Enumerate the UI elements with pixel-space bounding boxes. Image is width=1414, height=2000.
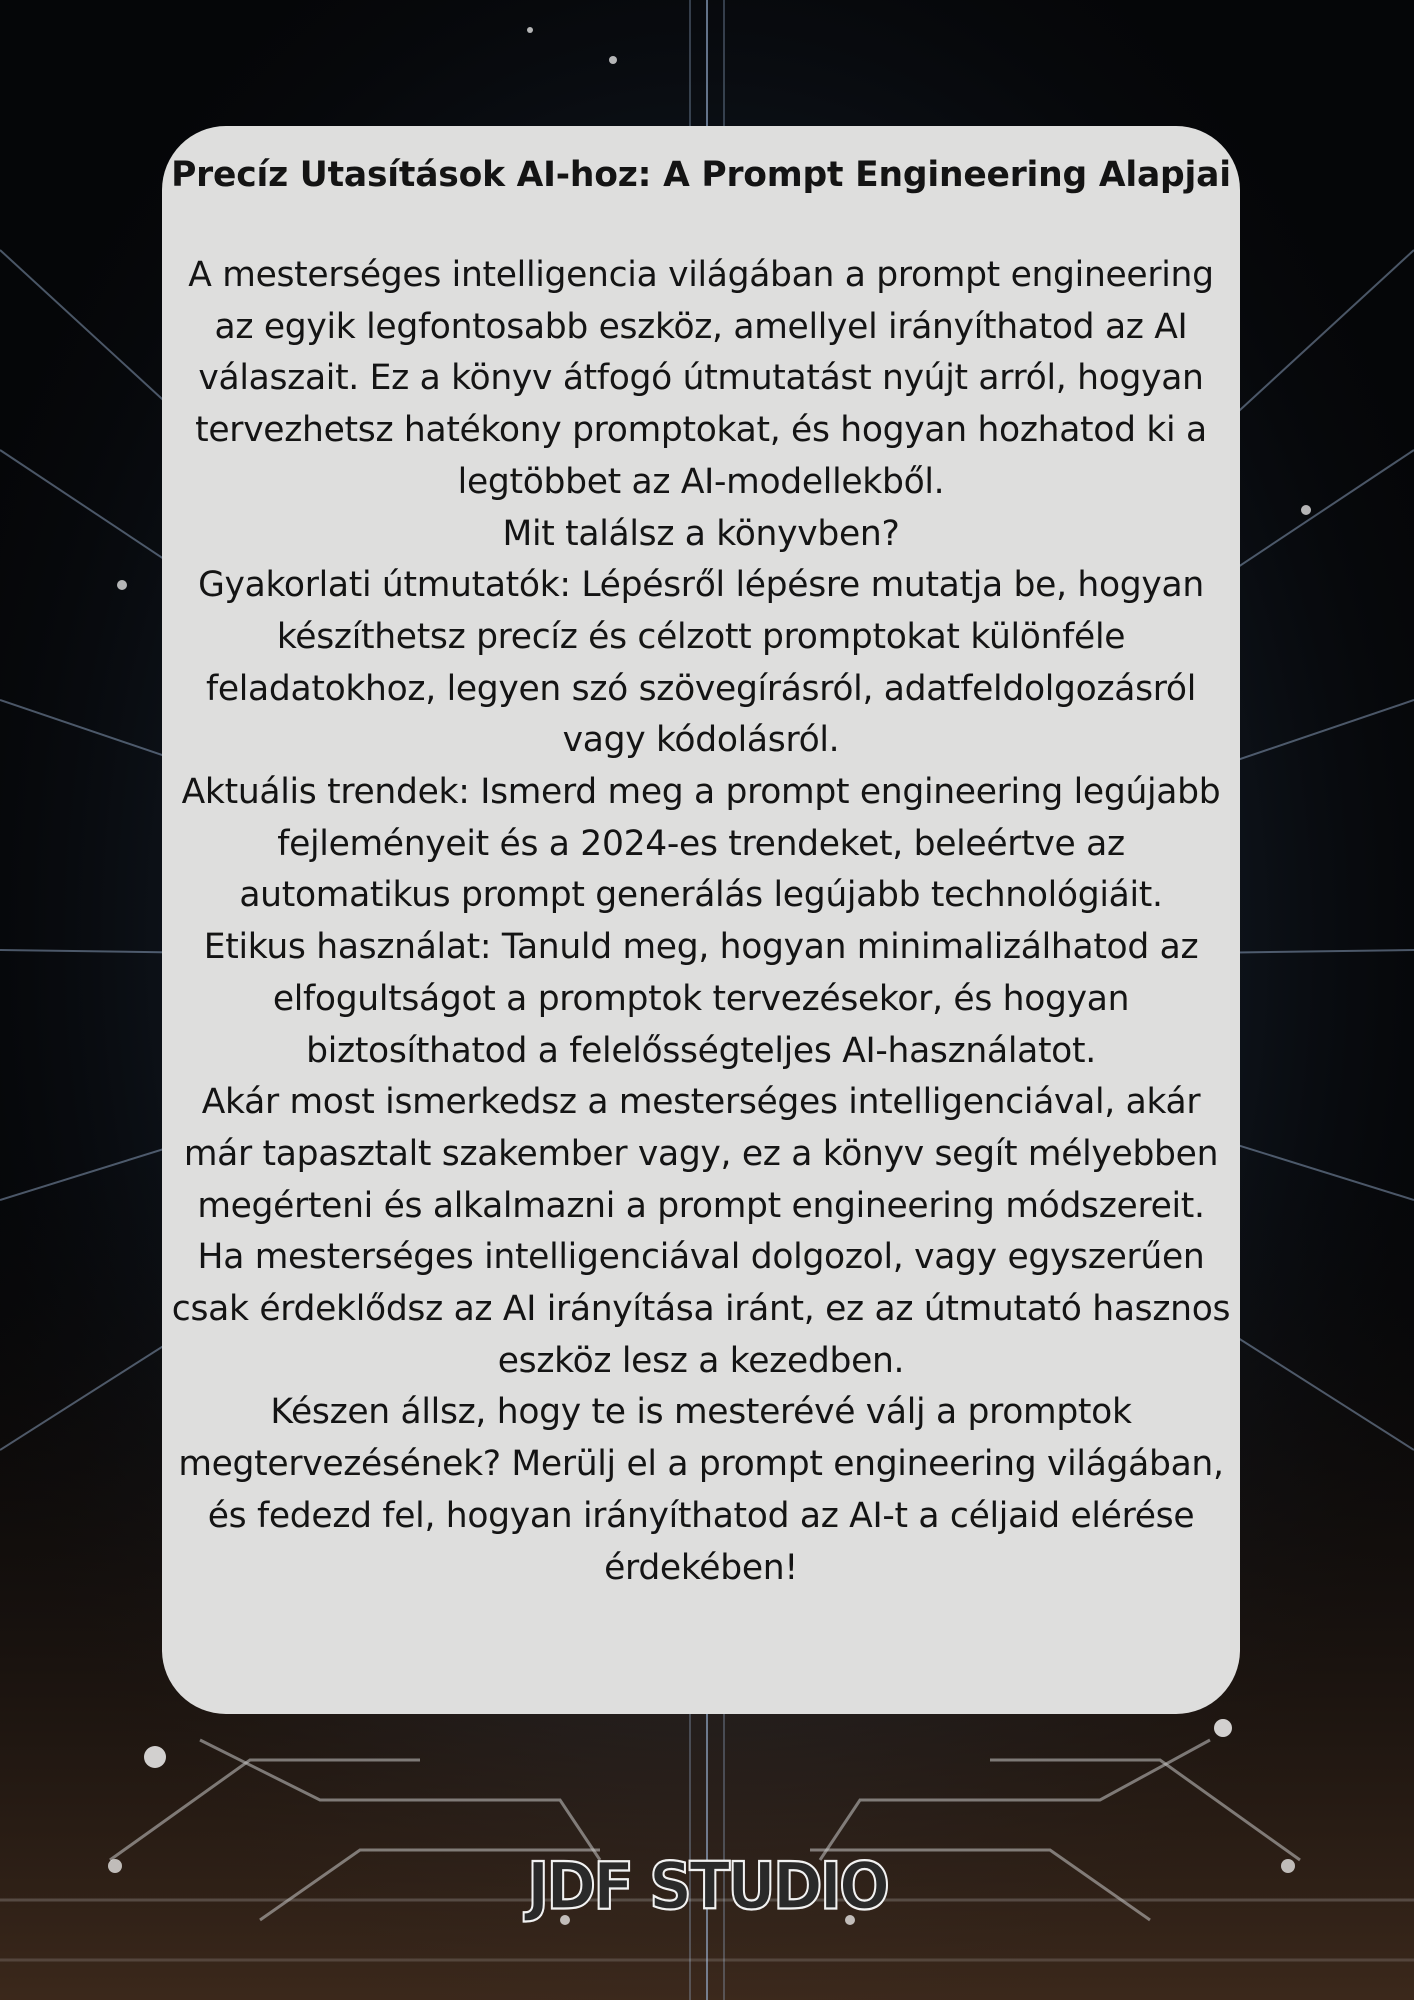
audience-paragraph: Akár most ismerkedsz a mesterséges intelligenciával, akár már tapasztalt szakember vagy, ez a könyv segít mélyebben megérteni és alkalmazni a prompt engineering módszereit. Ha mesterséges intelligenciával dolgozol, vagy egyszerűen csak érdeklődsz az AI irányítása iránt, ez az útmutató hasznos eszköz lesz a kezedben. bbox=[171, 1082, 1231, 1381]
description-card bbox=[162, 126, 1240, 1714]
brand-logo: JDF STUDIO bbox=[527, 1849, 887, 1925]
call-to-action-paragraph: Készen állsz, hogy te is mesterévé válj a promptok megtervezésének? Merülj el a prompt engineering világában, és fedezd fel, hogyan irányíthatod az AI-t a céljaid elérése érdekében! bbox=[178, 1392, 1224, 1588]
book-title: Precíz Utasítások AI-hoz: A Prompt Engineering Alapjai bbox=[171, 155, 1231, 195]
contents-heading: Mit találsz a könyvben? bbox=[502, 513, 900, 554]
intro-paragraph: A mesterséges intelligencia világában a prompt engineering az egyik legfontosabb eszköz, amellyel irányíthatod az AI válaszait. Ez a könyv átfogó útmutatást nyújt arról, hogyan tervezhetsz hatékony promptokat, és hogyan hozhatod ki a legtöbbet az AI-modellekből. bbox=[188, 255, 1214, 502]
feature-current-trends: Aktuális trendek: Ismerd meg a prompt engineering legújabb fejleményeit és a 2024-es trendeket, beleértve az automatikus prompt generálás legújabb technológiáit. bbox=[181, 772, 1221, 916]
feature-ethical-use: Etikus használat: Tanuld meg, hogyan minimalizálhatod az elfogultságot a promptok tervezésekor, és hogyan biztosíthatod a felelősségteljes AI-használatot. bbox=[203, 927, 1199, 1071]
description-body bbox=[170, 250, 1232, 1594]
feature-practical-guides: Gyakorlati útmutatók: Lépésről lépésre mutatja be, hogyan készíthetsz precíz és célzott promptokat különféle feladatokhoz, legyen szó szövegírásról, adatfeldolgozásról vagy kódolásról. bbox=[198, 565, 1204, 761]
